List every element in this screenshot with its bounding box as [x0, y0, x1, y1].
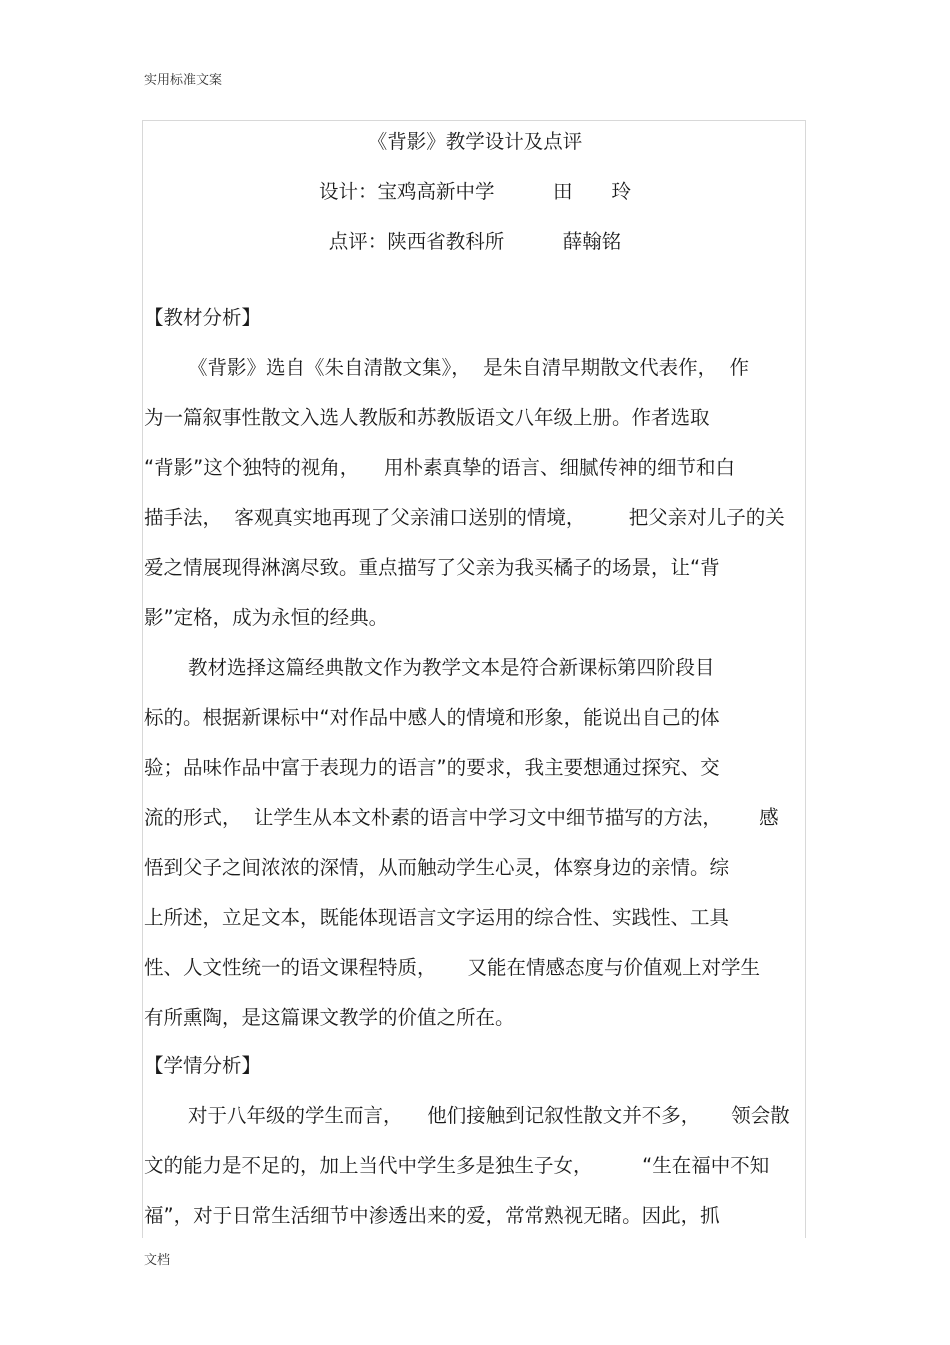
page-footer: 文档 [144, 1253, 171, 1268]
reviewer-line: 点评：陕西省教科所 薛翰铭 [328, 230, 622, 253]
paragraph-line: 文的能力是不足的，加上当代中学生多是独生子女， “生在福中不知 [144, 1154, 770, 1177]
paragraph-line: 描手法， 客观真实地再现了父亲浦口送别的情境， 把父亲对儿子的关 [144, 506, 785, 529]
paragraph-line: 流的形式， 让学生从本文朴素的语言中学习文中细节描写的方法， 感 [144, 806, 779, 829]
paragraph-line: “背影”这个独特的视角， 用朴素真挚的语言、细腻传神的细节和白 [144, 456, 735, 479]
paragraph-line: 影”定格，成为永恒的经典。 [144, 606, 389, 629]
paragraph-line: 上所述，立足文本，既能体现语言文字运用的综合性、实践性、工具 [144, 906, 730, 929]
page-header: 实用标准文案 [144, 73, 223, 88]
designer-line: 设计：宝鸡高新中学 田 玲 [318, 180, 631, 203]
paragraph-line: 福”，对于日常生活细节中渗透出来的爱，常常熟视无睹。因此，抓 [144, 1204, 720, 1227]
paragraph-line: 教材选择这篇经典散文作为教学文本是符合新课标第四阶段目 [188, 656, 715, 679]
paragraph-line: 标的。根据新课标中“对作品中感人的情境和形象，能说出自己的体 [144, 706, 720, 729]
section-heading-textbook-analysis: 【教材分析】 [144, 306, 262, 329]
paragraph-line: 悟到父子之间浓浓的深情，从而触动学生心灵，体察身边的亲情。综 [144, 856, 730, 879]
document-title: 《背影》教学设计及点评 [367, 130, 583, 153]
paragraph-line: 性、人文性统一的语文课程特质， 又能在情感态度与价值观上对学生 [144, 956, 760, 979]
paragraph-line: 爱之情展现得淋漓尽致。重点描写了父亲为我买橘子的场景，让“背 [144, 556, 720, 579]
paragraph-line: 《背影》选自《朱自清散文集》， 是朱自清早期散文代表作， 作 [188, 356, 750, 379]
paragraph-line: 对于八年级的学生而言， 他们接触到记叙性散文并不多， 领会散 [188, 1104, 790, 1127]
paragraph-line: 验；品味作品中富于表现力的语言”的要求，我主要想通过探究、交 [144, 756, 720, 779]
paragraph-line: 为一篇叙事性散文入选人教版和苏教版语文八年级上册。作者选取 [144, 406, 710, 429]
section-heading-student-analysis: 【学情分析】 [144, 1054, 262, 1077]
paragraph-line: 有所熏陶，是这篇课文教学的价值之所在。 [144, 1006, 515, 1029]
